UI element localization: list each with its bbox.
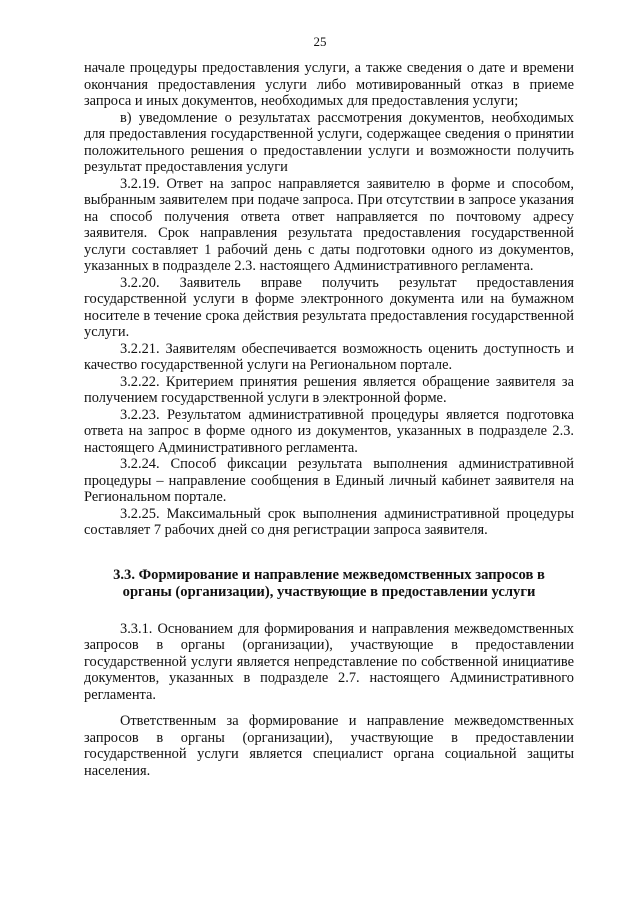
paragraph-p-continuation: начале процедуры предоставления услуги, а также сведения о дате и времени окончания предоставления услуги либо мотивированный отказ в приеме запроса и иных документов, необходимых для предоставления услуги; [84,60,574,109]
paragraph-p-3-3-1: 3.3.1. Основанием для формирования и направления межведомственных запросов в органы (организации), участвующие в предоставлении государственной услуги является непредставление по собственной инициативе документов, указанных в подразделе 2.7. настоящего Административного регламента. [84,620,574,703]
paragraph-p-3-2-24: 3.2.24. Способ фиксации результата выполнения административной процедуры – направление сообщения в Единый личный кабинет заявителя на Региональном портале. [84,456,574,505]
paragraphs-top [84,60,574,539]
paragraph-p-3-2-25: 3.2.25. Максимальный срок выполнения административной процедуры составляет 7 рабочих дней со дня регистрации запроса заявителя. [84,505,574,538]
paragraph-p-responsible: Ответственным за формирование и направление межведомственных запросов в органы (организации), участвующие в предоставлении государственной услуги является специалист органа социальной защиты населения. [84,713,574,779]
document-body [84,60,574,779]
paragraph-p-3-2-21: 3.2.21. Заявителям обеспечивается возможность оценить доступность и качество государственной услуги на Региональном портале. [84,340,574,373]
paragraph-p-3-2-23: 3.2.23. Результатом административной процедуры является подготовка ответа на запрос в форме одного из документов, указанных в подразделе 2.3. настоящего Административного регламента. [84,406,574,456]
paragraph-p-3-2-20: 3.2.20. Заявитель вправе получить результат предоставления государственной услуги в форме электронного документа или на бумажном носителе в течение срока действия результата предоставления государственной услуги. [84,274,574,340]
paragraph-p-3-2-22: 3.2.22. Критерием принятия решения является обращение заявителя за получением государственной услуги в электронной форме. [84,373,574,406]
paragraph-p-item-v: в) уведомление о результатах рассмотрения документов, необходимых для предоставления государственной услуги, содержащее сведения о принятии положительного решения о предоставлении услуги и возможности получить результат предоставления услуги [84,109,574,175]
page-number: 25 [313,34,327,49]
paragraph-p-3-2-19: 3.2.19. Ответ на запрос направляется заявителю в форме и способом, выбранным заявителем при подаче запроса. При отсутствии в запросе указания на способ получения ответа ответ направляется по почтовому адресу заявителя. Срок направления результата предоставления государственной услуги составляет 1 рабочий день с даты подготовки одного из документов, указанных в подразделе 2.3. настоящего Административного регламента. [84,175,574,274]
paragraphs-bottom [84,621,574,780]
section-heading: 3.3. Формирование и направление межведомственных запросов в органы (организации), участвующие в предоставлении услуги [113,566,545,600]
